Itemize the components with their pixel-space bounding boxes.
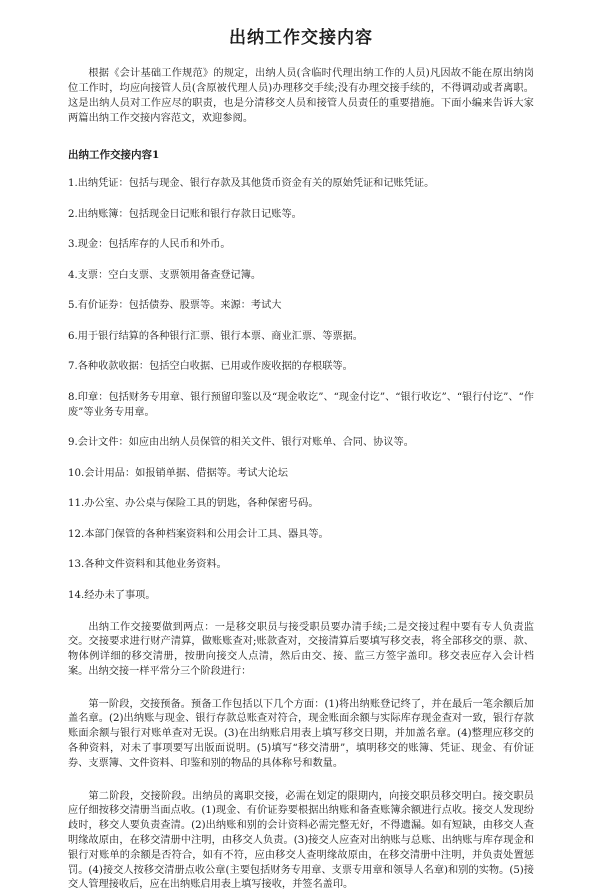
list-item: 4.支票：空白支票、支票领用备查登记簿。 (68, 269, 262, 281)
list-item: 10.会计用品：如报销单据、借据等。考试大论坛 (68, 467, 288, 479)
page-title: 出纳工作交接内容 (229, 28, 373, 48)
list-item: 14.经办未了事项。 (68, 589, 156, 601)
list-item: 3.现金：包括库存的人民币和外币。 (68, 239, 231, 250)
list-item: 5.有价证券：包括债券、股票等。来源：考试大 (68, 300, 282, 311)
list-item: 6.用于银行结算的各种银行汇票、银行本票、商业汇票、等票据。 (68, 330, 363, 342)
list-item: 1.出纳凭证：包括与现金、银行存款及其他货币资金有关的原始凭证和记账凭证。 (68, 178, 435, 189)
intro-paragraph: 根据《会计基础工作规范》的规定，出纳人员(含临时代理出纳工作的人员)凡因故不能在原出纳岗位工作时，均应向接管人员(含原被代理人员)办理移交手续;没有办理交接手续的，不得调动或者离职。这是出纳人员对工作应尽的职责，也是分清移交人员和接管人员责任的重要措施。下面小编来告诉大家两篇出纳工作交接内容范文，欢迎参阅。 (68, 68, 534, 124)
body-paragraph-overview: 出纳工作交接要做到两点：一是移交职员与接受职员要办清手续;二是交接过程中要有专人负责监交。交接要求进行财产清算，做账账查对;账款查对，交接清算后要填写移交表，将全部移交的票、款、物体例详细的移交清册，按册向接交人点清，然后由交、接、监三方签字盖印。移交表应存入会计档案。出纳交接一样平常分三个阶段进行： (68, 621, 534, 677)
handover-item-list (68, 176, 534, 603)
list-item: 11.办公室、办公桌与保险工具的钥匙，各种保密号码。 (68, 498, 319, 509)
list-item: 2.出纳账簿：包括现金日记账和银行存款日记账等。 (68, 208, 302, 220)
list-item: 8.印章：包括财务专用章、银行预留印鉴以及“现金收讫”、“现金付讫”、“银行收讫”、“银行付讫”、“作废”等业务专用章。 (68, 391, 534, 418)
list-item: 12.本部门保管的各种档案资料和公用会计工具、器具等。 (68, 528, 329, 540)
section-heading: 出纳工作交接内容1 (68, 149, 160, 161)
list-item: 13.各种文件资料和其他业务资料。 (68, 559, 227, 570)
body-paragraph-stage-one: 第一阶段，交接预备。预备工作包括以下几个方面：(1)将出纳账登记终了，并在最后一笔余额后加盖名章。(2)出纳账与现金、银行存款总账查对符合，现金账面余额与实际库存现金查对一致，银行存款账面余额与银行对账单查对无误。(3)在出纳账启用表上填写移交日期，并加盖名章。(4)整理应移交的各种资料，对未了事项要写出版面说明。(5)填写“移交清册”，填明移交的账簿、凭证、现金、有价证券、支票簿、文件资料、印鉴和别的物品的具体称号和数量。 (68, 698, 534, 769)
list-item: 7.各种收款收据：包括空白收据、已用或作废收据的存根联等。 (68, 361, 353, 372)
body-paragraph-stage-two: 第二阶段，交接阶段。出纳员的离职交接，必需在划定的限期内，向接交职员移交明白。接交职员应仔细按移交清册当面点收。(1)现金、有价证券要根据出纳账和备查账簿余额进行点收。接交人发现纷歧时，移交人要负责查清。(2)出纳账和别的会计资料必需完整无好，不得遗漏。如有短缺，由移交人查明缘故原由，在移交清册中注明，由移交人负责。(3)接交人应查对出纳账与总账、出纳账与库存现金和银行对账单的余额是否符合，如有不符，应由移交人查明缘故原由，在移交清册中注明，并负责处置惩罚。(4)接交人按移交清册点收公章(主要包括财务专用章、支票专用章和领导人名章)和别的实物。(5)接交人管理接收后，应在出纳账启用表上填写接收，并签名盖印。 (68, 790, 534, 891)
list-item: 9.会计文件：如应由出纳人员保管的相关文件、银行对账单、合同、协议等。 (68, 437, 414, 448)
